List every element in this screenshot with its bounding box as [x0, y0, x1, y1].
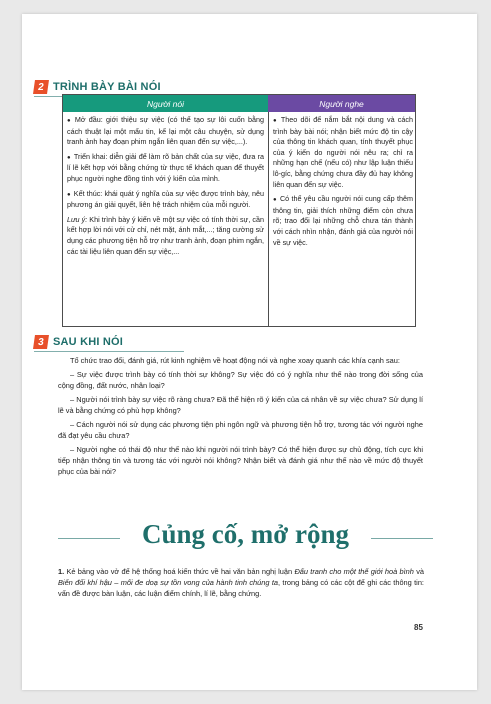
- paragraph: – Cách người nói sử dụng các phương tiện phi ngôn ngữ và phương tiện hỗ trợ, tương tác với người nghe đã đạt yêu cầu chưa?: [58, 420, 423, 440]
- speaker-item: ● Kết thúc: khái quát ý nghĩa của sự việc được trình bày, nêu phương án giải quyết, liên hệ trách nhiệm của mỗi người.: [67, 188, 265, 210]
- paragraph: – Người nghe có thái độ như thế nào khi người nói trình bày? Có thể hiện được sự chủ động, tích cực khi tiếp nhận thông tin và tương tác với người nói không? Nhận biết và đánh giá như thế nào về mức độ thuyết phục của bài nói?: [58, 445, 423, 476]
- bullet-icon: ●: [67, 118, 72, 124]
- section-3-title: SAU KHI NÓI: [53, 336, 124, 348]
- note-label: Lưu ý:: [67, 214, 88, 224]
- page-number: 85: [414, 623, 423, 632]
- speaker-item: ● Triển khai: diễn giải để làm rõ bản chất của sự việc, đưa ra lí lẽ kết hợp với bằng chứng từ thực tế khách quan để thuyết phục người nghe đồng tình với ý kiến của mình.: [67, 151, 264, 183]
- section-3-rule: [34, 351, 184, 352]
- speaker-column: [67, 115, 264, 261]
- speaker-item: ● Mở đầu: giới thiệu sự việc (có thể tạo sự lôi cuốn bằng cách thuật lại một mẩu tin, kể lại một câu chuyện, sử dụng tranh ảnh hay đoạn phim ngắn liên quan đến sự việc,...).: [67, 115, 264, 147]
- section-2-number: 2: [33, 80, 49, 94]
- section-2-title: TRÌNH BÀY BÀI NÓI: [53, 81, 161, 93]
- bullet-icon: ●: [67, 154, 71, 161]
- work-title-2: Biến đổi khí hậu – mối đe doạ sự tồn vong của hành tinh chúng ta: [58, 578, 278, 587]
- column-divider: [268, 112, 269, 326]
- bullet-icon: ●: [273, 118, 278, 124]
- header-listener: Người nghe: [268, 95, 415, 112]
- bullet-icon: ●: [67, 191, 71, 198]
- paragraph: Tổ chức trao đổi, đánh giá, rút kinh nghiệm về hoạt động nói và nghe xoay quanh các khía cạnh sau:: [70, 356, 400, 365]
- work-title-1: Đấu tranh cho một thế giới hoà bình: [294, 567, 414, 576]
- consolidate-title: Củng cố, mở rộng: [142, 519, 349, 549]
- paragraph: – Người nói trình bày sự việc rõ ràng chưa? Đã thể hiện rõ ý kiến của cá nhân về sự việc chưa? Sử dụng lí lẽ và bằng chứng có phù hợp không?: [58, 395, 423, 415]
- listener-column: [273, 115, 413, 252]
- section-2-header: [34, 79, 161, 95]
- listener-item: ● Theo dõi để nắm bắt nội dung và cách trình bày bài nói; nhận biết mức độ tin cậy của thông tin khách quan, tính thuyết phục của ý kiến do người nói nêu ra; chỉ ra những hạn chế (nếu có) như lập luận thiếu lô-gíc, bằng chứng chưa đầy đủ hay không liên quan đến sự việc.: [273, 115, 413, 189]
- listener-item: ● Có thể yêu cầu người nói cung cấp thêm thông tin, giải thích những điểm còn chưa rõ; trao đổi lại những chỗ chưa tán thành với cách nhìn nhận, đánh giá của người nói về sự việc.: [273, 194, 413, 247]
- paragraph: – Sự việc được trình bày có tính thời sự không? Sự việc đó có ý nghĩa như thế nào trong đời sống của cộng đồng, đất nước, nhân loại?: [58, 370, 423, 390]
- exercise-1: 1. Kẻ bảng vào vở để hệ thống hoá kiến thức về hai văn bản nghị luận Đấu tranh cho một thế giới hoà bình và Biến đổi khí hậu – mối đe doạ sự tồn vong của hành tinh chúng ta, trong bảng có các cột để ghi các thông tin: vấn đề được bàn luận, các luận điểm chính, lí lẽ, bằng chứng.: [58, 567, 425, 598]
- presentation-table: [62, 94, 416, 327]
- section-3-body: [58, 355, 423, 480]
- section-3-number: 3: [33, 335, 49, 349]
- section-3-header: [34, 334, 123, 350]
- header-speaker: Người nói: [63, 95, 268, 112]
- speaker-note: Lưu ý: Khi trình bày ý kiến về một sự việc có tính thời sự, cần kết hợp lời nói với cử chỉ, nét mặt, ánh mắt,...; tăng cường sử dụng các phương tiện hỗ trợ như tranh ảnh, đoạn phim ngắn, các tài liệu liên quan đến sự việc,...: [67, 214, 265, 256]
- bullet-icon: ●: [273, 197, 277, 204]
- exercise-number: 1.: [58, 567, 65, 576]
